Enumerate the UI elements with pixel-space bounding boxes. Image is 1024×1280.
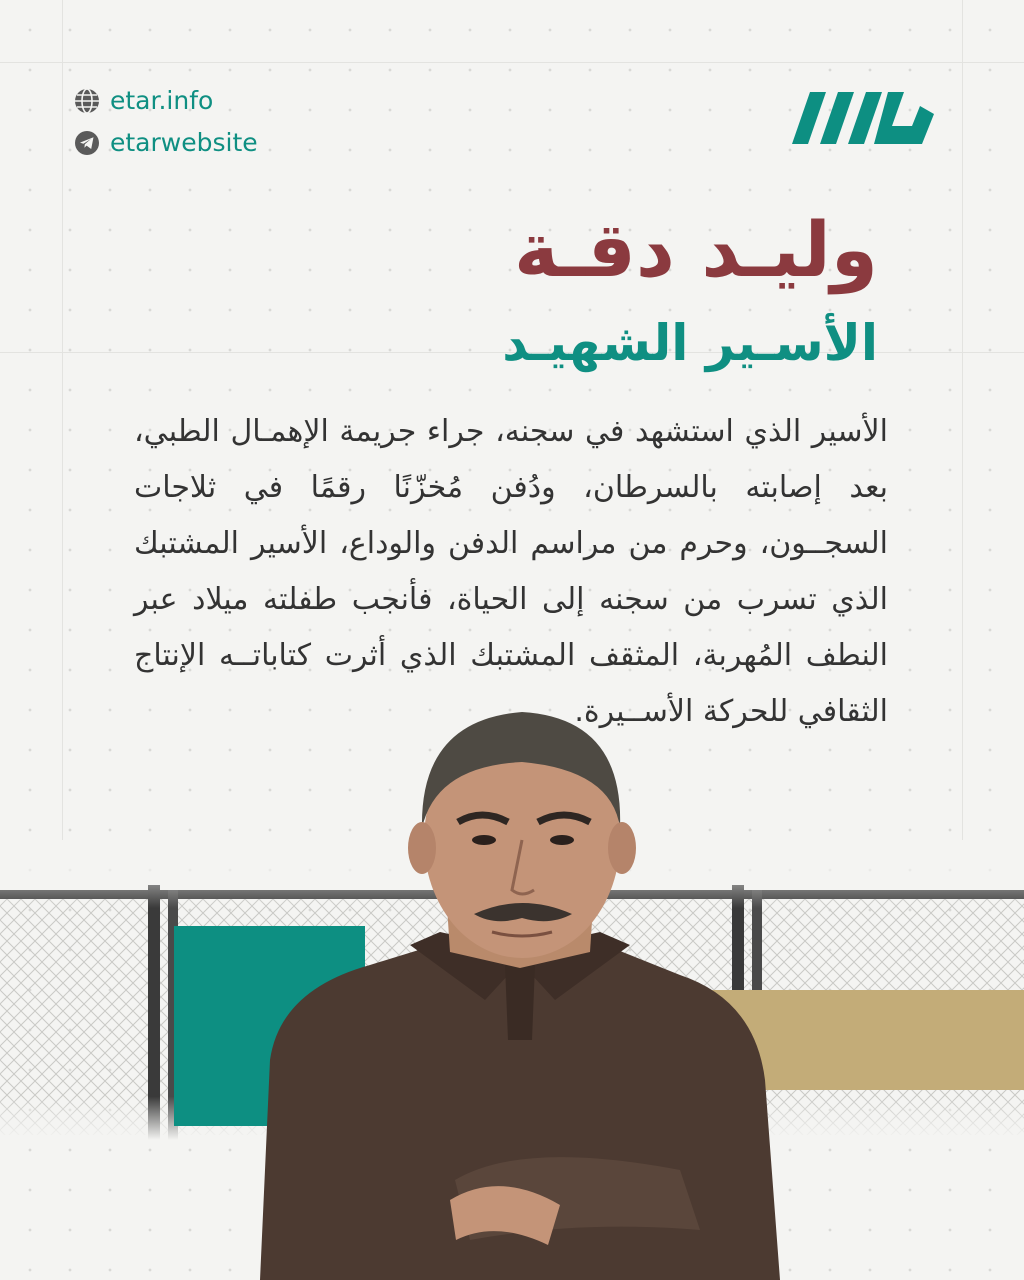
page-title: وليـد دقـة <box>514 205 878 294</box>
website-label: etar.info <box>110 86 214 115</box>
page-subtitle: الأسـير الشهيـد <box>502 314 878 372</box>
etar-logo <box>792 92 934 144</box>
telegram-icon <box>74 130 100 156</box>
telegram-contact[interactable] <box>74 128 258 157</box>
frame-line-left <box>62 0 63 840</box>
telegram-label: etarwebsite <box>110 128 258 157</box>
globe-icon <box>74 88 100 114</box>
body-paragraph: الأسير الذي استشهد في سجنه، جراء جريمة الإهمـال الطبي، بعد إصابته بالسرطان، ودُفن مُخزّنًا رقمًا في ثلاجات السجــون، وحرم من مراسم الدفن والوداع، الأسير المشتبك الذي تسرب من سجنه إلى الحياة، فأنجب طفلته ميلاد عبر النطف المُهربة، المثقف المشتبك الذي أثرت كتاباتــه الإنتاج الثقافي للحركة الأســيرة. <box>134 414 888 729</box>
frame-line-top <box>0 62 1024 63</box>
website-contact[interactable] <box>74 86 213 115</box>
portrait-photo <box>260 700 780 1280</box>
frame-line-right <box>962 0 963 840</box>
